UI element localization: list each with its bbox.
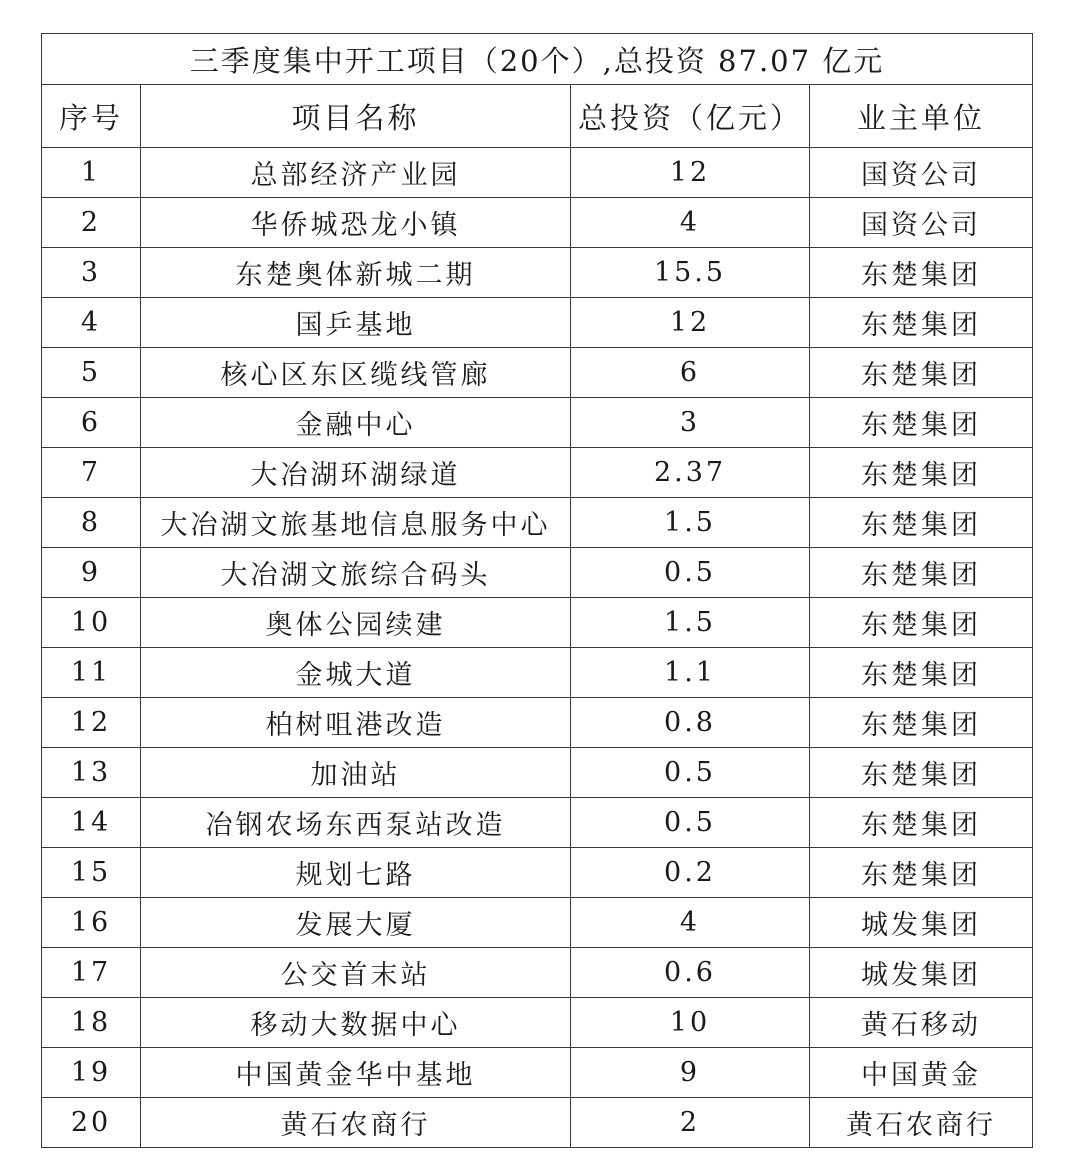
cell-investment: 0.2 — [571, 848, 810, 898]
cell-owner: 东楚集团 — [810, 248, 1033, 298]
cell-owner: 国资公司 — [810, 148, 1033, 198]
cell-investment: 2.37 — [571, 448, 810, 498]
cell-owner: 黄石农商行 — [810, 1098, 1033, 1148]
cell-project-name: 加油站 — [141, 748, 571, 798]
cell-investment: 4 — [571, 198, 810, 248]
cell-owner: 城发集团 — [810, 898, 1033, 948]
cell-seq: 4 — [42, 298, 141, 348]
cell-project-name: 大冶湖环湖绿道 — [141, 448, 571, 498]
cell-investment: 3 — [571, 398, 810, 448]
project-table — [41, 33, 1033, 1148]
cell-project-name: 规划七路 — [141, 848, 571, 898]
cell-seq: 10 — [42, 598, 141, 648]
cell-project-name: 国乒基地 — [141, 298, 571, 348]
cell-seq: 16 — [42, 898, 141, 948]
cell-seq: 18 — [42, 998, 141, 1048]
column-header-name: 项目名称 — [141, 85, 571, 148]
cell-owner: 东楚集团 — [810, 298, 1033, 348]
cell-project-name: 大冶湖文旅基地信息服务中心 — [141, 498, 571, 548]
column-header-investment: 总投资（亿元） — [571, 85, 810, 148]
cell-investment: 0.5 — [571, 798, 810, 848]
table-row — [42, 898, 1033, 948]
cell-investment: 1.1 — [571, 648, 810, 698]
cell-seq: 13 — [42, 748, 141, 798]
cell-investment: 10 — [571, 998, 810, 1048]
table-row — [42, 148, 1033, 198]
table-row — [42, 548, 1033, 598]
cell-project-name: 冶钢农场东西泵站改造 — [141, 798, 571, 848]
cell-owner: 城发集团 — [810, 948, 1033, 998]
cell-project-name: 中国黄金华中基地 — [141, 1048, 571, 1098]
cell-investment: 2 — [571, 1098, 810, 1148]
cell-investment: 4 — [571, 898, 810, 948]
cell-owner: 东楚集团 — [810, 398, 1033, 448]
table-title-row — [42, 34, 1033, 85]
cell-investment: 0.5 — [571, 548, 810, 598]
table-row — [42, 648, 1033, 698]
cell-seq: 11 — [42, 648, 141, 698]
cell-investment: 0.6 — [571, 948, 810, 998]
table-title: 三季度集中开工项目（20个）,总投资 87.07 亿元 — [42, 34, 1033, 85]
table-row — [42, 798, 1033, 848]
column-header-owner: 业主单位 — [810, 85, 1033, 148]
cell-project-name: 核心区东区缆线管廊 — [141, 348, 571, 398]
cell-owner: 黄石移动 — [810, 998, 1033, 1048]
table-row — [42, 198, 1033, 248]
cell-project-name: 金融中心 — [141, 398, 571, 448]
cell-investment: 0.5 — [571, 748, 810, 798]
table-row — [42, 1048, 1033, 1098]
cell-investment: 1.5 — [571, 498, 810, 548]
cell-seq: 8 — [42, 498, 141, 548]
cell-seq: 20 — [42, 1098, 141, 1148]
cell-seq: 14 — [42, 798, 141, 848]
cell-project-name: 奥体公园续建 — [141, 598, 571, 648]
table-row — [42, 398, 1033, 448]
cell-investment: 1.5 — [571, 598, 810, 648]
cell-seq: 5 — [42, 348, 141, 398]
table-row — [42, 598, 1033, 648]
table-body — [42, 148, 1033, 1148]
cell-project-name: 大冶湖文旅综合码头 — [141, 548, 571, 598]
cell-project-name: 发展大厦 — [141, 898, 571, 948]
cell-owner: 中国黄金 — [810, 1048, 1033, 1098]
cell-investment: 9 — [571, 1048, 810, 1098]
table-row — [42, 948, 1033, 998]
cell-project-name: 公交首末站 — [141, 948, 571, 998]
cell-investment: 6 — [571, 348, 810, 398]
table-row — [42, 348, 1033, 398]
cell-project-name: 东楚奥体新城二期 — [141, 248, 571, 298]
cell-seq: 3 — [42, 248, 141, 298]
cell-owner: 东楚集团 — [810, 598, 1033, 648]
cell-owner: 东楚集团 — [810, 698, 1033, 748]
cell-owner: 东楚集团 — [810, 648, 1033, 698]
cell-seq: 1 — [42, 148, 141, 198]
cell-project-name: 移动大数据中心 — [141, 998, 571, 1048]
cell-owner: 东楚集团 — [810, 748, 1033, 798]
table-row — [42, 698, 1033, 748]
table-row — [42, 748, 1033, 798]
cell-project-name: 黄石农商行 — [141, 1098, 571, 1148]
cell-owner: 东楚集团 — [810, 448, 1033, 498]
table-row — [42, 848, 1033, 898]
cell-owner: 国资公司 — [810, 198, 1033, 248]
cell-owner: 东楚集团 — [810, 498, 1033, 548]
cell-investment: 12 — [571, 298, 810, 348]
cell-project-name: 总部经济产业园 — [141, 148, 571, 198]
cell-seq: 7 — [42, 448, 141, 498]
cell-investment: 12 — [571, 148, 810, 198]
cell-project-name: 华侨城恐龙小镇 — [141, 198, 571, 248]
cell-seq: 17 — [42, 948, 141, 998]
cell-project-name: 柏树咀港改造 — [141, 698, 571, 748]
table-row — [42, 498, 1033, 548]
cell-seq: 15 — [42, 848, 141, 898]
cell-owner: 东楚集团 — [810, 848, 1033, 898]
cell-seq: 12 — [42, 698, 141, 748]
cell-seq: 9 — [42, 548, 141, 598]
cell-seq: 6 — [42, 398, 141, 448]
table-row — [42, 448, 1033, 498]
cell-owner: 东楚集团 — [810, 798, 1033, 848]
cell-project-name: 金城大道 — [141, 648, 571, 698]
column-header-seq: 序号 — [42, 85, 141, 148]
cell-owner: 东楚集团 — [810, 548, 1033, 598]
table-row — [42, 248, 1033, 298]
table-row — [42, 998, 1033, 1048]
cell-owner: 东楚集团 — [810, 348, 1033, 398]
table-row — [42, 298, 1033, 348]
cell-investment: 15.5 — [571, 248, 810, 298]
table-header-row — [42, 85, 1033, 148]
table-row — [42, 1098, 1033, 1148]
cell-seq: 19 — [42, 1048, 141, 1098]
cell-investment: 0.8 — [571, 698, 810, 748]
cell-seq: 2 — [42, 198, 141, 248]
